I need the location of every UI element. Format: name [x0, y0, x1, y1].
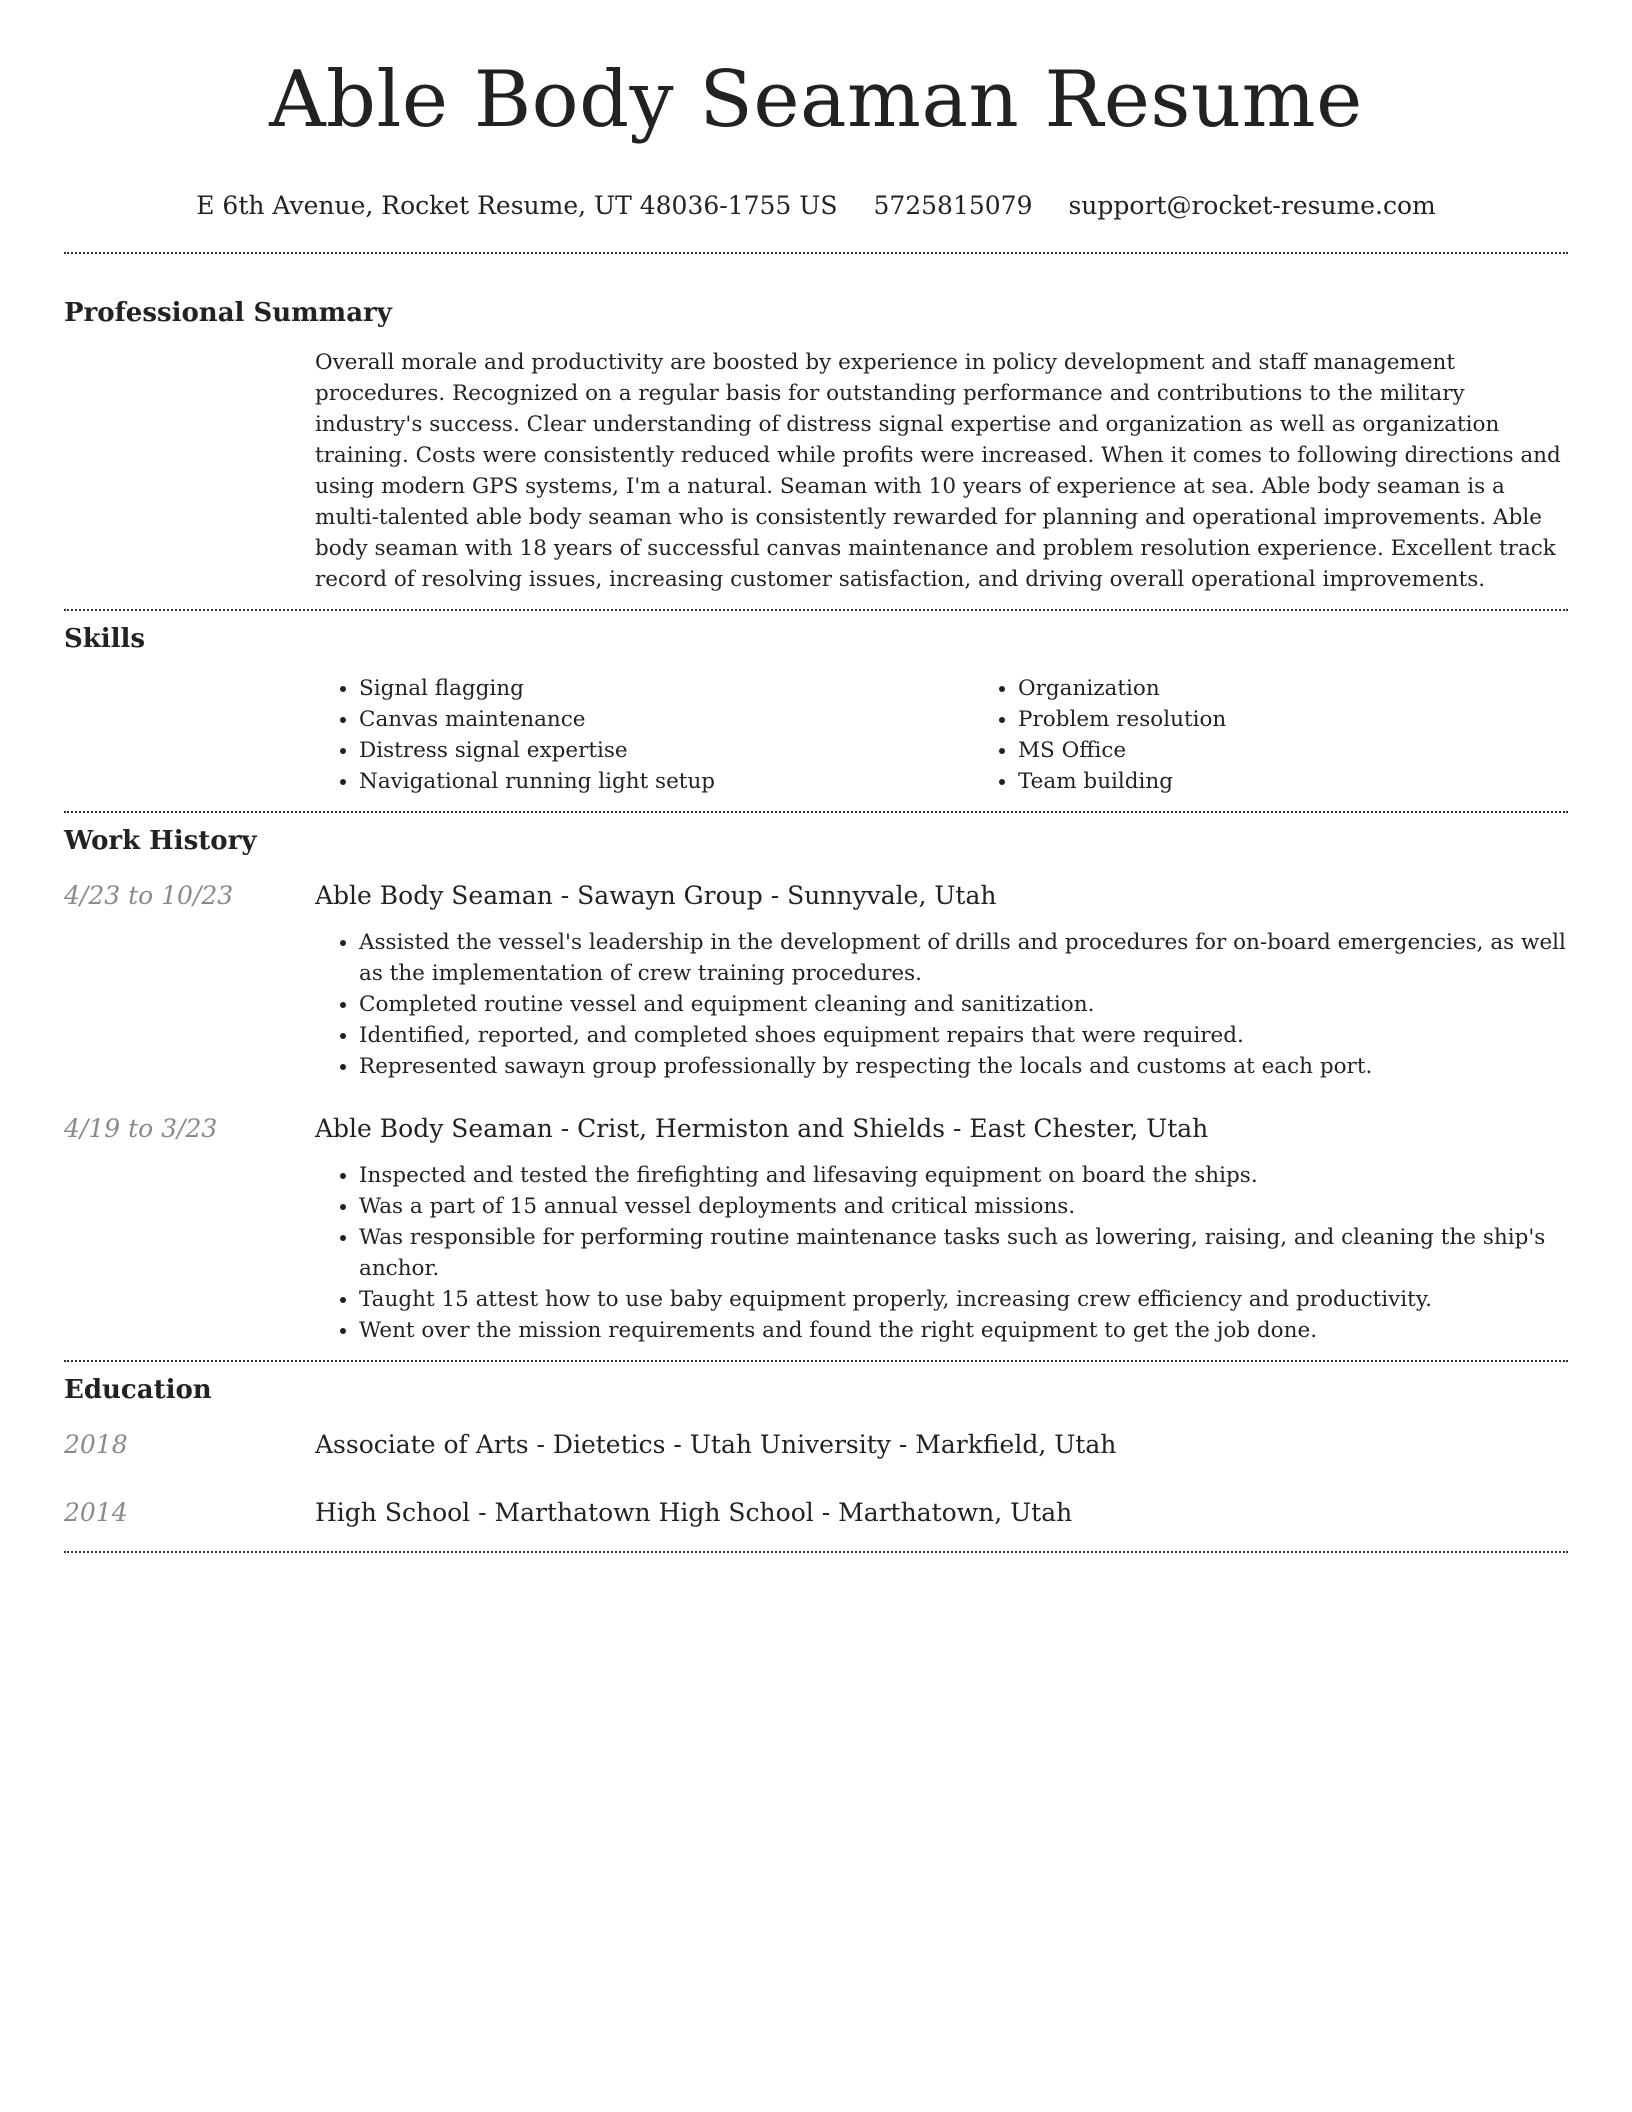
summary-row: [64, 347, 1568, 609]
divider: [64, 811, 1568, 813]
divider: [64, 252, 1568, 254]
skill-item: • MS Office: [1018, 735, 1632, 766]
contact-address: E 6th Avenue, Rocket Resume, UT 48036-1755 US: [196, 191, 838, 220]
summary-section: [64, 296, 1568, 609]
skill-item: • Organization: [1018, 673, 1632, 704]
skills-columns: [315, 673, 1632, 797]
job-bullet: • Was a part of 15 annual vessel deployments and critical missions.: [359, 1191, 1568, 1222]
education-degree: Associate of Arts - Dietetics: [315, 1430, 666, 1459]
skills-list-left: [315, 673, 974, 797]
summary-heading: Professional Summary: [64, 298, 392, 328]
skill-item: • Distress signal expertise: [359, 735, 974, 766]
job-bullet: • Represented sawayn group professionally by respecting the locals and customs at each port.: [359, 1051, 1568, 1082]
job-dates: 4/23 to 10/23: [64, 881, 234, 910]
education-entry: [64, 1496, 1568, 1551]
job-entry: [64, 879, 1568, 1082]
skill-item: • Team building: [1018, 766, 1632, 797]
job-title: Able Body Seaman - Crist, Hermiston and Shields - East Chester, Utah: [315, 1114, 1209, 1143]
skills-section: [64, 622, 1568, 811]
contact-line: [64, 190, 1568, 222]
job-dates: 4/19 to 3/23: [64, 1114, 218, 1143]
job-bullet: • Taught 15 attest how to use baby equipment properly, increasing crew efficiency and productivity.: [359, 1284, 1568, 1315]
divider: [64, 1360, 1568, 1362]
job-bullet: • Went over the mission requirements and found the right equipment to get the job done.: [359, 1315, 1568, 1346]
job-entry: [64, 1112, 1568, 1360]
education-year: 2018: [64, 1430, 128, 1459]
skills-row: [64, 673, 1568, 811]
job-bullets: [315, 1160, 1568, 1346]
contact-phone: 5725815079: [873, 191, 1033, 220]
divider: [64, 1551, 1568, 1553]
resume-title: Able Body Seaman Resume: [269, 55, 1363, 145]
skill-item: • Problem resolution: [1018, 704, 1632, 735]
education-section: [64, 1373, 1568, 1551]
job-bullet: • Was responsible for performing routine maintenance tasks such as lowering, raising, and cleaning the ship's anchor.: [359, 1222, 1568, 1284]
job-bullet: • Assisted the vessel's leadership in the development of drills and procedures for on-board emergencies, as well as the implementation of crew training procedures.: [359, 927, 1568, 989]
education-heading: Education: [64, 1375, 212, 1405]
job-bullet: • Identified, reported, and completed shoes equipment repairs that were required.: [359, 1020, 1568, 1051]
contact-email: support@rocket-resume.com: [1068, 191, 1436, 220]
education-year: 2014: [64, 1498, 128, 1527]
education-school: - Marthatown High School - Marthatown, Utah: [470, 1498, 1073, 1527]
education-degree: High School: [315, 1498, 471, 1527]
work-section: [64, 824, 1568, 1360]
skill-item: • Navigational running light setup: [359, 766, 974, 797]
skill-item: • Signal flagging: [359, 673, 974, 704]
job-bullets: [315, 927, 1568, 1082]
skill-item: • Canvas maintenance: [359, 704, 974, 735]
skills-list-right: [974, 673, 1632, 797]
job-bullet: • Completed routine vessel and equipment cleaning and sanitization.: [359, 989, 1568, 1020]
job-title: Able Body Seaman - Sawayn Group - Sunnyvale, Utah: [315, 881, 997, 910]
summary-text: Overall morale and productivity are boosted by experience in policy development and staff management procedures. Recognized on a regular basis for outstanding performance and contributions to the military industry's success. Clear understanding of distress signal expertise and organization as well as organization training. Costs were consistently reduced while profits were increased. When it comes to following directions and using modern GPS systems, I'm a natural. Seaman with 10 years of experience at sea. Able body seaman is a multi-talented able body seaman who is consistently rewarded for planning and operational improvements. Able body seaman with 18 years of successful canvas maintenance and problem resolution experience. Excellent track record of resolving issues, increasing customer satisfaction, and driving overall operational improvements.: [315, 350, 1561, 592]
work-heading: Work History: [64, 826, 257, 856]
job-bullet: • Inspected and tested the firefighting and lifesaving equipment on board the ships.: [359, 1160, 1568, 1191]
divider: [64, 609, 1568, 611]
education-school: - Utah University - Markfield, Utah: [665, 1430, 1117, 1459]
education-entry: [64, 1428, 1568, 1462]
skills-heading: Skills: [64, 624, 146, 654]
